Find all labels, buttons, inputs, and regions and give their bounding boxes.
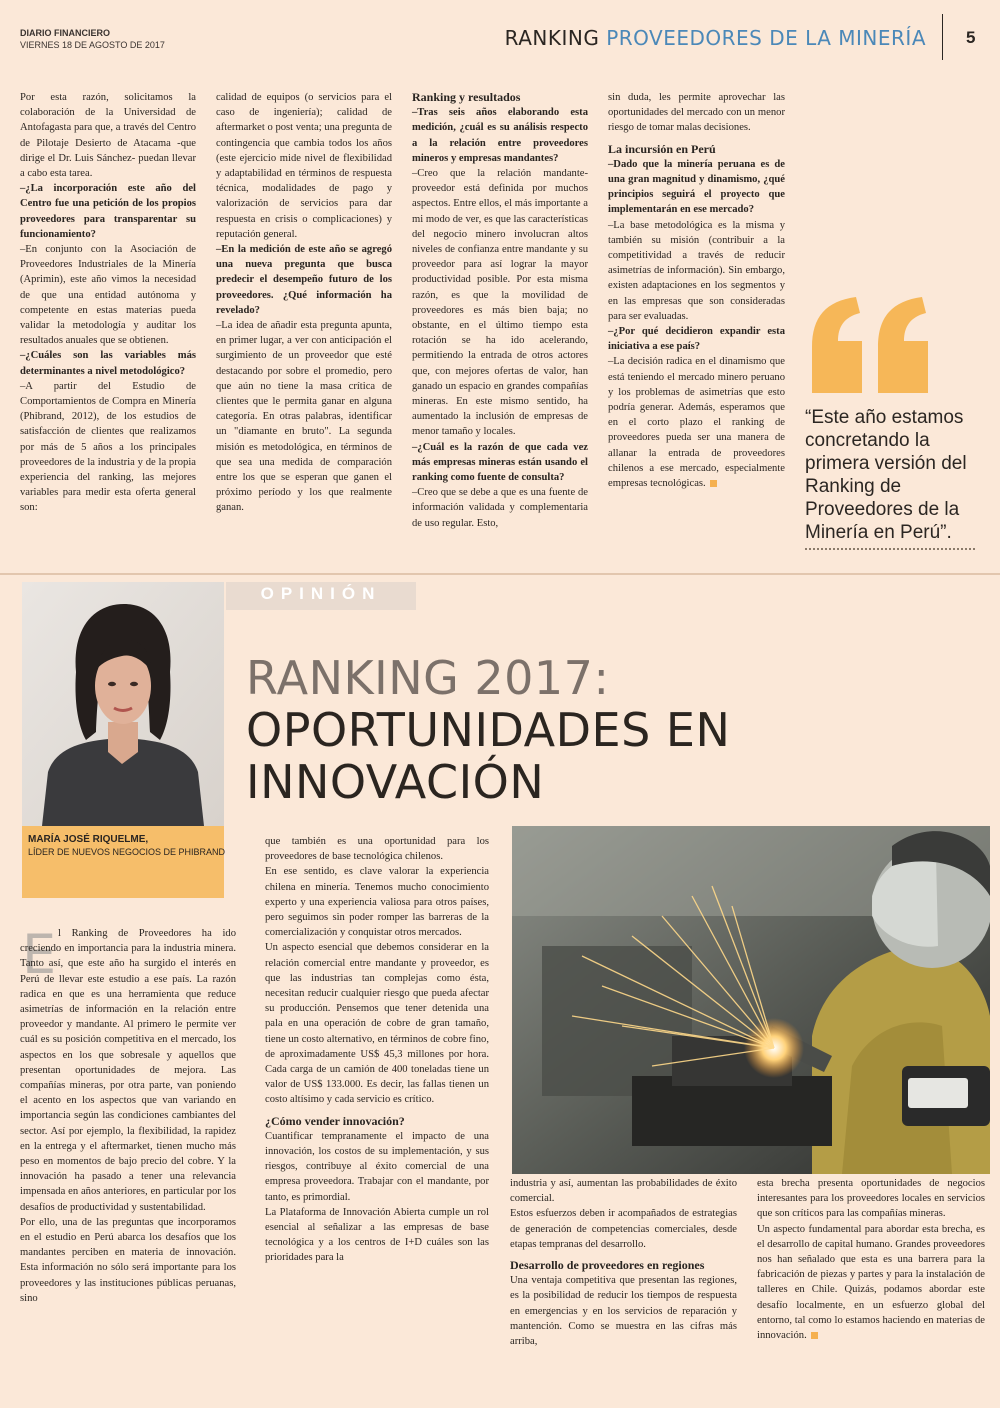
paragraph [265,1129,489,1205]
paragraph [20,90,196,181]
paragraph-text: –Dado que la minería peruana es de una gran magnitud y dinamismo, ¿qué principios seguirá el proyecto que implementarán en ese mercado? [608,158,785,216]
paragraph-text: Un aspecto esencial que debemos considerar en la relación comercial entre mandante y proveedor, es que las industrias tan complejas como ésta, necesitan reducir cualquier riesgo que pueda afectar su producción. Pensemos que tener detenida una pala en una operación de cobre de gran tamaño, tiene un costo alternativo, en términos de cobre fino, de aproximadamente US$ 45,3 millones por hora. Cada carga de un camión de 400 toneladas tiene un valor de US$ 133.000. Es decir, las fallas tienen un costo altísimo y cada servicio es crítico. [265,942,489,1106]
drop-cap: E [22,923,57,986]
paragraph [216,318,392,516]
paragraph-text: que también es una oportunidad para los proveedores de base tecnológica chilenos. [265,836,489,863]
paragraph [20,242,196,348]
publication-name: DIARIO FINANCIERO [20,28,110,38]
paragraph-text: –¿La incorporación este año del Centro fue una petición de los propios proveedores para transparentar su funcionamiento? [20,183,196,240]
opinion-column-2 [265,834,489,1266]
end-of-article-mark [811,1332,818,1339]
paragraph-text: –La decisión radica en el dinamismo que está teniendo el mercado minero peruano y los problemas de asimetrías que esto podría generar. Además, esperamos que en el corto plazo el ranking de proveedores pueda ser una manera de allanar la entrada de proveedores chilenos a ese mercado, especialmente empresas tecnológicas. [608,356,785,490]
interview-question [20,181,196,242]
paragraph [412,485,588,531]
paragraph-text: –¿Cuál es la razón de que cada vez más empresas mineras están usando el ranking como fuente de consulta? [412,441,588,484]
interview-question [20,348,196,378]
paragraph [608,354,785,491]
pull-quote: “Este año estamos concretando la primera versión del Ranking de Proveedores de la Minería en Perú”. [805,407,967,543]
section-title-main: RANKING [504,26,600,50]
header-divider [942,14,943,60]
paragraph-text: La Plataforma de Innovación Abierta cumple un rol esencial al señalizar a las empresas de base tecnológica y a los centros de I+D cuáles son las prioridades para la [265,1206,489,1264]
paragraph [265,940,489,1107]
paragraph [20,923,236,1215]
paragraph-text: l Ranking de Proveedores ha ido creciendo en importancia para la industria minera. Tanto así, que este año ha surgido el interés en Perú de llevar este estudio a ese país. La razón radica en que es una herramienta que reduce asimetrías de información en la relación entre proveedor y mandante. Al primero le permite ver cuál es su posición competitiva en el mercado, los aspectos en los que sobresale y aquellos que presentan oportunidades de mejora. Las compañías mineras, por otra parte, van poniendo el acento en los aspectos que van variando en importancia según las condiciones cambiantes del sector. Así por ejemplo, la flexibilidad, la rapidez en la entrega y el aftermarket, tienen mucho más peso en momentos de bajo precio del cobre. Y la innovación ha pasado a tener una relevancia impensada en años anteriores, en particular por los desafíos de productividad y sustentabilidad. [20,928,236,1213]
opinion-column-3 [510,1176,737,1349]
opinion-column-4 [757,1176,985,1343]
section-title-accent: PROVEEDORES DE LA MINERÍA [606,26,926,50]
page-number: 5 [966,28,976,47]
paragraph-text: Una ventaja competitiva que presentan las regiones, es la posibilidad de reducir los tiempos de respuesta en emergencias y en los servicios de reparación y mantención. Como se muestra en las cifras más arriba, [510,1275,737,1348]
paragraph-text: –La idea de añadir esta pregunta apunta, en primer lugar, a ver con anticipación el surgimiento de un proveedor que esté destacando por sobre el promedio, pero que aún no tiene la masa crítica de clientes que le permita ganar en alguna categoría. En otras palabras, identificar un "diamante en bruto". La segunda misión es metodológica, en términos de que sea una medida de comparación entre los que se esperan que ganen el próximo período y los que realmente ganan. [216,320,392,514]
paragraph [20,379,196,516]
section-divider [0,573,1000,575]
headline-line-1: RANKING 2017: [246,651,610,705]
paragraph-text: –Creo que la relación mandante-proveedor está definida por muchos aspectos. Entre ellos, el más importante a mi modo de ver, es que las características del negocio minero involucran altos niveles de confianza entre mandante y su proveedor para así lograr la mayor productividad posible. Por esta misma razón, es que la movilidad de proveedores es más bien baja; no obstante, en el último tiempo esta rotación se ha ido acelerando, permitiendo la entrada de otros actores que, con mejores ofertas de valor, han ganado un espacio en grandes compañías mineras. En este mismo sentido, ha aumentado la inclusión de empresas de menor tamaño y locales. [412,168,588,438]
author-name: MARÍA JOSÉ RIQUELME, [28,834,149,845]
interview-column-1 [20,90,196,516]
paragraph-text: calidad de equipos (o servicios para el caso de ingeniería); calidad de aftermarket o post venta; una pregunta de contingencia que cambia todos los años (este ejercicio mide nivel de flexibilidad y adaptabilidad en términos de respuesta técnica, modalidades de pago y valorización de servicios para dar respuesta en crisis o complicaciones) y reputación general. [216,92,392,240]
welder-photo [512,826,990,1174]
paragraph-text: ¿Cómo vender innovación? [265,1113,405,1128]
subheading [608,142,785,157]
paragraph-text: En ese sentido, es clave valorar la experiencia chilena en minería. Tenemos mucho conocimiento experto y una experiencia valiosa para otros países, pero seguimos sin poder romper las barreras de la comercialización y conquistar otros mercados. [265,866,489,939]
paragraph-text: Desarrollo de proveedores en regiones [510,1258,705,1273]
paragraph [757,1222,985,1344]
paragraph-text: –En la medición de este año se agregó una nueva pregunta que busca predecir el desempeño futuro de los proveedores. ¿Qué información ha revelado? [216,244,392,316]
interview-column-4 [608,90,785,491]
interview-question [608,324,785,354]
paragraph-text: Un aspecto fundamental para abordar esta brecha, es el desarrollo de capital humano. Grandes proveedores nos han señalado que esta es una barrera para la fabricación de piezas y partes y para la instalación de talleres en Chile. Quizás, podamos abordar este desafío localmente, en un esfuerzo global del entorno, tal como lo estamos haciendo en materias de innovación. [757,1223,985,1342]
paragraph-text: Estos esfuerzos deben ir acompañados de estrategias de generación de competencias comerciales, desde etapas tempranas del desarrollo. [510,1208,737,1250]
subheading [412,90,588,105]
paragraph [510,1176,737,1206]
paragraph [265,834,489,864]
paragraph [510,1273,737,1349]
paragraph [757,1176,985,1222]
paragraph-text: –¿Por qué decidieron expandir esta iniciativa a ese país? [608,326,785,353]
paragraph [20,1215,236,1306]
publication-date: VIERNES 18 DE AGOSTO DE 2017 [20,40,165,50]
paragraph [608,90,785,136]
pull-quote-rule [805,548,975,550]
subheading [510,1258,737,1273]
paragraph-text: La incursión en Perú [608,141,716,156]
headline-line-2: OPORTUNIDADES EN [246,703,731,757]
subheading [265,1114,489,1129]
quote-mark-icon [808,295,933,395]
paragraph [510,1206,737,1252]
paragraph-text: industria y así, aumentan las probabilidades de éxito comercial. [510,1178,737,1205]
paragraph-text: –¿Cuáles son las variables más determinantes a nivel metodológico? [20,350,196,377]
interview-question [608,157,785,218]
interview-question [216,242,392,318]
opinion-label: OPINIÓN [260,584,382,603]
author-photo [22,582,224,826]
paragraph-text: Por esta razón, solicitamos la colaboración de la Universidad de Antofagasta para que, a través del Centro de Pilotaje Desierto de Atacama -que dirige el Dr. Luis Sánchez- puedan llevar a cabo esta tarea. [20,92,196,180]
interview-column-3 [412,90,588,531]
paragraph-text: Por ello, una de las preguntas que incorporamos en el estudio en Perú abarca los desafíos que los mandantes perciben en materia de innovación. Esta información no sólo será importante para los proveedores y las instituciones públicas peruanas, sino [20,1216,236,1304]
paragraph-text: –Creo que se debe a que es una fuente de información validada y complementaria de uso regular. Esto, [412,487,588,529]
paragraph-text: –A partir del Estudio de Comportamientos de Compra en Minería (Phibrand, 2012), de los estudios de satisfacción de clientes que realizamos por más de 5 años a los principales proveedores de la industria y de la propia experiencia del ranking, las mejores variables para medir esta oferta general son: [20,380,196,514]
section-title [505,26,926,50]
paragraph-text: Ranking y resultados [412,90,521,104]
paragraph-text: –La base metodológica es la misma y también su misión (contribuir a la competitividad a través de reducir asimetrías de información). Sin embargo, existen adaptaciones en los segmentos y en las empresas que son consideradas para ser evaluadas. [608,219,785,322]
paragraph-text: –Tras seis años elaborando esta medición, ¿cuál es su análisis respecto a la relación entre proveedores mineros y empresas mandantes? [412,107,588,164]
headline-line-3: INNOVACIÓN [246,755,545,809]
interview-question [412,105,588,166]
masthead [20,27,165,51]
interview-column-2 [216,90,392,516]
paragraph [265,864,489,940]
opinion-column-1 [20,923,236,1306]
paragraph [608,218,785,324]
interview-question [412,440,588,486]
paragraph-text: sin duda, les permite aprovechar las oportunidades del mercado con un menor riesgo de tomar malas decisiones. [608,92,785,134]
author-role: LÍDER DE NUEVOS NEGOCIOS DE PHIBRAND [28,847,226,857]
paragraph-text: esta brecha presenta oportunidades de negocios interesantes para los proveedores locales en servicios que son críticos para las compañías mineras. [757,1178,985,1220]
paragraph [412,166,588,440]
opinion-headline [246,652,730,808]
paragraph [216,90,392,242]
end-of-article-mark [710,480,717,487]
paragraph-text: Cuantificar tempranamente el impacto de una innovación, los costos de su implementación, y sus riesgos, contribuye al éxito comercial de una empresa proveedora. Trabajar con el mandante, por tanto, es primordial. [265,1130,489,1203]
paragraph [265,1205,489,1266]
paragraph-text: –En conjunto con la Asociación de Proveedores Industriales de la Minería (Aprimin), este año vimos la necesidad de que una entidad autónoma y competente en estas materias pueda validar la metodología y auditar los resultados anuales que se obtienen. [20,244,196,347]
